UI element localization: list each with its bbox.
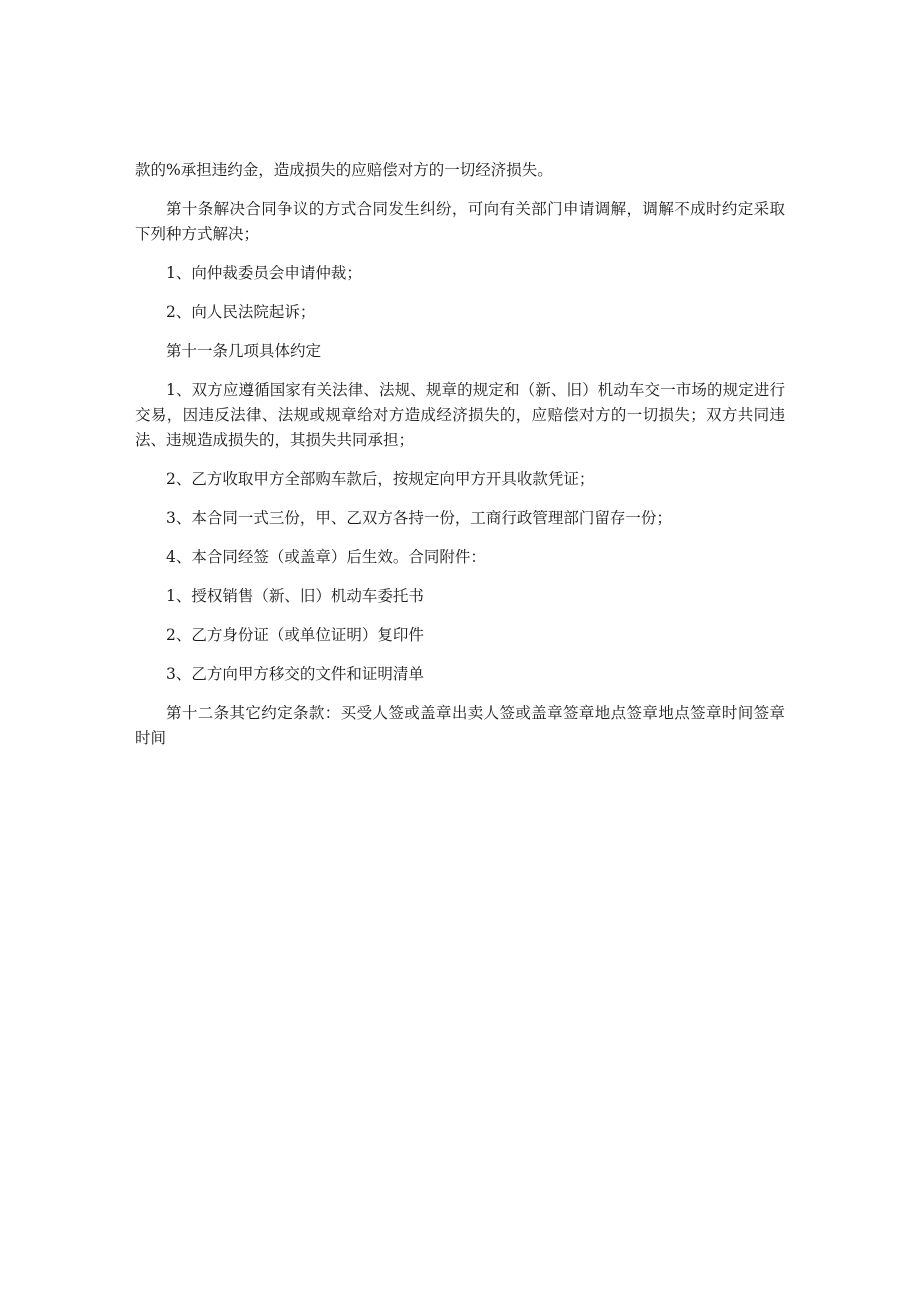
paragraph-article-11-heading: 第十一条几项具体约定 <box>166 342 322 360</box>
paragraph-article-11-item-2: 2、乙方收取甲方全部购车款后，按规定向甲方开具收款凭证； <box>166 470 595 488</box>
paragraph-attachment-3: 3、乙方向甲方移交的文件和证明清单 <box>166 665 424 683</box>
paragraph-penalty-continuation: 款的%承担违约金，造成损失的应赔偿对方的一切经济损失。 <box>135 161 553 179</box>
paragraph-article-12: 第十二条其它约定条款：买受人签或盖章出卖人签或盖章签章地点签章地点签章时间签章时间 <box>135 704 785 747</box>
paragraph-article-10: 第十条解决合同争议的方式合同发生纠纷，可向有关部门申请调解，调解不成时约定采取下列种方式解决； <box>135 200 785 243</box>
paragraph-option-court: 2、向人民法院起诉； <box>166 303 316 321</box>
document-body <box>135 158 785 765</box>
paragraph-attachment-2: 2、乙方身份证（或单位证明）复印件 <box>166 626 424 644</box>
paragraph-article-11-item-4: 4、本合同经签（或盖章）后生效。合同附件： <box>166 548 486 566</box>
paragraph-article-11-item-3: 3、本合同一式三份，甲、乙双方各持一份，工商行政管理部门留存一份； <box>166 509 672 527</box>
paragraph-option-arbitration: 1、向仲裁委员会申请仲裁； <box>166 264 362 282</box>
paragraph-attachment-1: 1、授权销售（新、旧）机动车委托书 <box>166 587 424 605</box>
paragraph-article-11-item-1: 1、双方应遵循国家有关法律、法规、规章的规定和（新、旧）机动车交一市场的规定进行交易，因违反法律、法规或规章给对方造成经济损失的，应赔偿对方的一切损失；双方共同违法、违规造成损失的，其损失共同承担； <box>135 381 785 449</box>
